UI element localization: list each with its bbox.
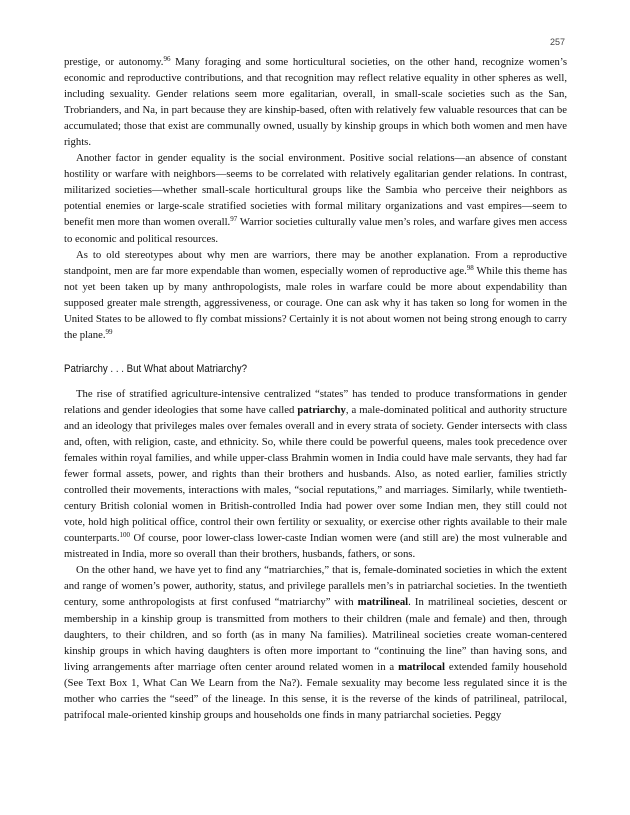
paragraph <box>64 247 567 343</box>
footnote-ref: 97 <box>230 215 238 224</box>
text-segment: Another factor in gender equality is the social environment. Positive social relations—an absence of constant hostility or warfare with neighbors—seems to be correlated with relatively egalitarian gender relations. In contrast, militarized societies—whether small-scale horticultural groups like the Sambia who perceive their neighbors as potential enemies or large-scale stratified societies with formal military organizations and vast empires—seem to benefit men more than women overall. <box>64 152 567 229</box>
text-segment: On the other hand, we have yet to find any “matriarchies,” that is, female-dominated societies in which the extent and range of women’s power, authority, status, and privilege parallels men’s in patriarchal societies. In the twentieth century, some anthropologists at first confused “matriarchy” with <box>64 564 567 609</box>
paragraph <box>64 386 567 563</box>
text-segment: The rise of stratified agriculture-intensive centralized “states” has tended to produce transformations in gender relations and gender ideologies that some have called <box>64 387 567 416</box>
text-segment: Many foraging and some horticultural societies, on the other hand, recognize women’s economic and reproductive contributions, and that recognition may reflect relative equality in other spheres as well, including sexuality. Gender relations seem more egalitarian, overall, in small-scale societies such as the San, Trobrianders, and Na, in part because they are kinship-based, often with relatively few valuable resources that can be accumulated; those that exist are communally owned, usually by kinship groups in which both women and men have rights. <box>64 56 567 149</box>
paragraph <box>64 54 567 150</box>
footnote-ref: 98 <box>466 263 474 272</box>
key-term: matrilocal <box>398 660 445 673</box>
body-text <box>64 54 567 723</box>
paragraph <box>64 562 567 722</box>
key-term: patriarchy <box>297 403 346 416</box>
section-heading: Patriarchy . . . But What about Matriarchy? <box>64 362 248 375</box>
text-segment: prestige, or autonomy. <box>64 56 164 68</box>
text-segment: extended family household (See Text Box 1, What Can We Learn from the Na?). Female sexuality may become less regulated since it is the mother who carries the “seed” of the lineage. In this sense, it is the reverse of the kinds of patrilineal, patrilocal, patrifocal male-oriented kinship groups and households one finds in many patriarchal societies. Peggy <box>64 660 567 721</box>
text-segment: , a male-dominated political and authority structure and an ideology that privileges males over females overall and in every strata of society. Gender intersects with class and, often, with religion, caste, and ethnicity. So, while there could be powerful queens, males took precedence over females within royal families, and while upper-class Brahmin women in India could have male servants, they had far fewer formal assets, power, and rights than their brothers and husbands. Also, as noted earlier, families strictly controlled their movements, interactions with males, “social reputations,” and marriages. Similarly, while twentieth-century British colonial women in British-controlled India had power over some Indian men, they still could not vote, hold high political office, control their own fertility or sexuality, or exercise other rights available to their male counterparts. <box>64 403 567 545</box>
page-number: 257 <box>549 37 565 47</box>
text-segment: As to old stereotypes about why men are warriors, there may be another explanation. From a reproductive standpoint, men are far more expendable than women, especially women of reproductive age. <box>64 248 567 277</box>
footnote-ref: 96 <box>163 55 171 63</box>
paragraph <box>64 150 567 246</box>
text-segment: While this theme has not yet been taken up by many anthropologists, male roles in warfare could be more about expendability than supposed greater male strength, aggressiveness, or courage. One can ask why it has taken so long for women in the United States to be allowed to fly combat missions? Certainly it is not about women not being strong enough to carry the plane. <box>64 264 567 341</box>
footnote-ref: 100 <box>119 531 130 540</box>
text-segment: Of course, poor lower-class lower-caste Indian women were (and still are) the most vulnerable and mistreated in India, more so overall than their brothers, husbands, fathers, or sons. <box>64 532 567 561</box>
text-segment: . In matrilineal societies, descent or membership in a kinship group is transmitted from mothers to their children (male and female) and then, through daughters, to their children, and so forth (as in many Na families). Matrilineal societies create woman-centered kinship groups in which having daughters is often more important to “continuing the line” than having sons, and living arrangements after marriage often center around related women in a <box>64 596 567 673</box>
key-term: matrilineal <box>357 596 409 609</box>
text-segment: Warrior societies culturally value men’s roles, and warfare gives men access to economic and political resources. <box>64 216 567 245</box>
footnote-ref: 99 <box>105 327 113 336</box>
